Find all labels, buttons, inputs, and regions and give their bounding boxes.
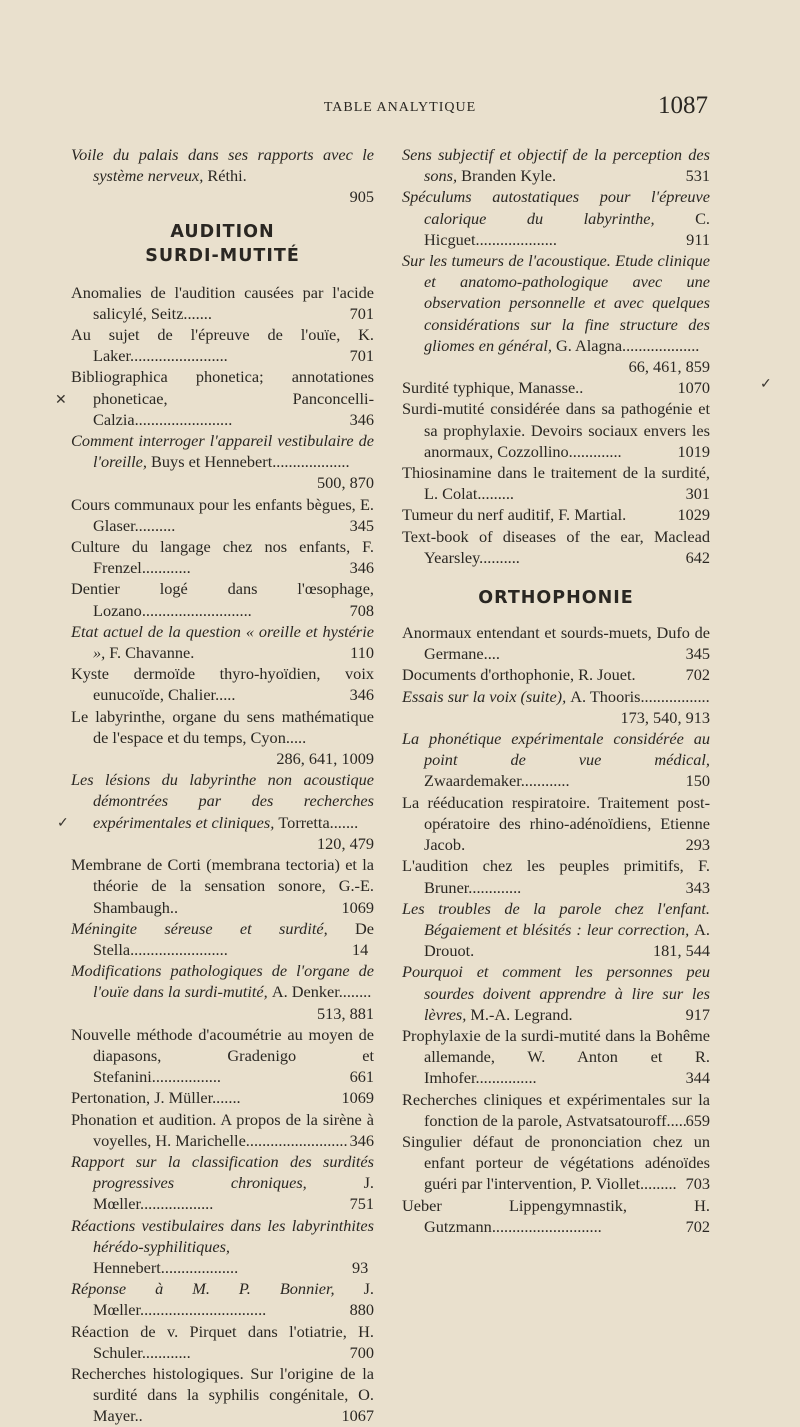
index-entry [402, 462, 710, 504]
index-entry [402, 622, 710, 664]
index-entry [402, 250, 710, 377]
index-entry [71, 1363, 374, 1427]
entry-pages: 751 [349, 1194, 374, 1214]
index-entry [71, 1109, 374, 1151]
entry-text: A. Denker........ [271, 982, 372, 1002]
entry-pages: 286, 641, 1009 [276, 749, 374, 769]
index-entry [71, 1278, 374, 1320]
index-entry [71, 663, 374, 705]
index-entry [402, 792, 710, 856]
index-entry [402, 1131, 710, 1195]
entry-pages: 1069 [341, 897, 374, 917]
section-title-audition: AUDITION SURDI-MUTITÉ [145, 221, 300, 266]
entry-pages: 661 [349, 1067, 374, 1087]
entry-pages: 642 [685, 547, 710, 567]
entry-text: Recherches histologiques. Sur l'origine de la surdité dans la syphilis congénitale, O. Mayer.. [71, 1363, 374, 1426]
left-column [71, 144, 374, 1427]
entry-pages: 343 [685, 877, 710, 897]
entry-text: Membrane de Corti (membrana tectoria) et la théorie de la sensation sonore, G.-E. Shambaugh.. [71, 855, 374, 917]
index-entry [402, 686, 710, 728]
entry-text: Réaction de v. Pirquet dans l'otiatrie, H. Schuler............ [71, 1321, 374, 1362]
index-entry [71, 1321, 374, 1363]
index-entry [71, 960, 374, 1024]
entry-text: M.-A. Legrand. [470, 1004, 573, 1024]
entry-pages: 880 [349, 1300, 374, 1320]
entry-pages: 702 [685, 665, 710, 685]
entry-title: Méningite séreuse et surdité, [71, 918, 356, 938]
entry-title: Comment interroger l'appareil vestibulaire de l'oreille, [71, 431, 374, 472]
entry-text: Surdi-mutité considérée dans sa pathogénie et sa prophylaxie. Devoirs sociaux envers les anormaux, Cozzollino............. [402, 399, 710, 461]
running-header: TABLE ANALYTIQUE [323, 100, 477, 115]
entry-text: Anormaux entendant et sourds-muets, Dufo de Germane.... [402, 623, 710, 664]
index-entry [402, 664, 710, 685]
index-entry [402, 377, 710, 398]
entry-text: J. Mœller.................. [93, 1173, 374, 1214]
entry-title: Etat actuel de la question « oreille et hystérie », [71, 621, 374, 663]
entry-text: Bibliographica phonetica; annotationes phoneticae, Panconcelli-Calzia........................ [71, 367, 374, 429]
entry-pages: 181, 544 [653, 941, 710, 961]
entry-title: Réactions vestibulaires dans les labyrinthites hérédo-syphilitiques, [71, 1215, 374, 1256]
entry-title: Les lésions du labyrinthe non acoustique démontrées par des recherches expérimentales et cliniques, [71, 770, 374, 832]
entry-text: De Stella........................ [93, 918, 374, 959]
right-column [402, 144, 710, 1237]
entry-pages: 346 [349, 558, 374, 578]
entry-title: La phonétique expérimentale considérée au point de vue médical, [402, 729, 710, 770]
index-entry [402, 1025, 710, 1089]
index-entry [402, 144, 710, 186]
entry-pages: 911 [686, 229, 710, 249]
entry-pages: 346 [349, 685, 374, 705]
entry-pages: 173, 540, 913 [620, 707, 710, 727]
index-entry [71, 430, 374, 494]
index-entry [402, 1195, 710, 1237]
entry-pages: 301 [685, 484, 710, 504]
entry-pages: 1019 [677, 441, 710, 461]
entry-text: Torretta....... [278, 812, 359, 832]
index-entry: Méningite séreuse et surdité, De Stella........................ 14 [71, 918, 374, 959]
entry-text: Au sujet de l'épreuve de l'ouïe, K. Laker........................ [71, 325, 374, 366]
entry-pages: 500, 870 [317, 473, 374, 493]
entry-title: Voile du palais dans ses rapports avec le système nerveux, [71, 145, 374, 186]
index-entry [71, 578, 374, 620]
entry-pages: 150 [685, 771, 710, 791]
entry-text: J. Mœller............................... [93, 1279, 374, 1320]
entry-text: La rééducation respiratoire. Traitement post-opératoire des rhino-adénoïdiens, Etienne Jacob. [402, 792, 710, 855]
entry-list [71, 282, 374, 1427]
entry-pages: 917 [685, 1004, 710, 1024]
entry-pages: 345 [349, 515, 374, 535]
entry-text: Buys et Hennebert................... [151, 452, 350, 472]
entry-pages: 346 [349, 409, 374, 429]
entry-title: Modifications pathologiques de l'organe de l'ouïe dans la surdi-mutité, [71, 961, 374, 1002]
entry-title: Sens subjectif et objectif de la perception des sons, [402, 145, 710, 186]
index-entry [402, 961, 710, 1025]
entry-pages: 701 [349, 346, 374, 366]
entry-text: Surdité typhique, Manasse.. [402, 378, 584, 398]
entry-text: Culture du langage chez nos enfants, F. Frenzel............ [71, 537, 374, 578]
entry-text: Hennebert................... [93, 1257, 239, 1277]
entry-title: Les troubles de la parole chez l'enfant. Bégaiement et blésités : leur correction, [402, 898, 710, 939]
index-entry [71, 621, 374, 663]
index-entry [402, 526, 710, 568]
entry-text: Text-book of diseases of the ear, Maclead Yearsley.......... [402, 526, 710, 567]
entry-pages: 120, 479 [317, 833, 374, 853]
index-entry [71, 769, 374, 854]
entry-text: Branden Kyle. [461, 166, 557, 186]
entry-author: Réthi. [203, 166, 247, 186]
entry-text: Documents d'orthophonie, R. Jouet. [402, 665, 636, 685]
index-entry [71, 366, 374, 430]
entry-pages: 701 [349, 303, 374, 323]
index-entry [71, 324, 374, 366]
entry-pages: 700 [349, 1342, 374, 1362]
index-entry [402, 186, 710, 250]
entry-text: C. Hicguet.................... [424, 208, 710, 249]
entry-title: Rapport sur la classification des surdités progressives chroniques, [71, 1151, 374, 1193]
index-entry: Réactions vestibulaires dans les labyrinthites hérédo-syphilitiques, Hennebert................... 93 [71, 1215, 374, 1277]
entry-title: Essais sur la voix (suite), [402, 686, 571, 706]
index-entry [402, 855, 710, 897]
entry-title: Réponse à M. P. Bonnier, [71, 1279, 364, 1299]
index-entry [71, 536, 374, 578]
entry-pages: 513, 881 [317, 1003, 374, 1023]
entry-text: A. Drouot. [424, 919, 710, 961]
entry-text: Anomalies de l'audition causées par l'acide salicylé, Seitz....... [71, 282, 374, 323]
entry-pages: 345 [685, 644, 710, 664]
entry-text: Cours communaux pour les enfants bègues, E. Glaser.......... [71, 494, 374, 535]
index-entry [71, 282, 374, 324]
entry-pages: 293 [685, 835, 710, 855]
index-entry [71, 144, 374, 208]
entry-text: L'audition chez les peuples primitifs, F. Bruner............. [402, 856, 710, 897]
entry-pages: 702 [685, 1216, 710, 1236]
entry-pages: 66, 461, 859 [628, 357, 710, 377]
index-entry [71, 1087, 374, 1108]
index-entry [71, 1024, 374, 1088]
entry-pages: 708 [349, 600, 374, 620]
page-number: 1087 [658, 92, 708, 119]
entry-text: Dentier logé dans l'œsophage, Lozano........................... [71, 579, 374, 620]
entry-list [402, 144, 710, 568]
entry-pages: 344 [685, 1068, 710, 1088]
entry-text: Recherches cliniques et expérimentales sur la fonction de la parole, Astvatsatouroff..... [402, 1089, 710, 1130]
entry-pages: 1070 [677, 378, 710, 398]
entry-text: Thiosinamine dans le traitement de la surdité, L. Colat......... [402, 463, 710, 504]
entry-text: Phonation et audition. A propos de la sirène à voyelles, H. Marichelle......................... [71, 1109, 374, 1150]
index-entry [402, 504, 710, 525]
entry-title: Sur les tumeurs de l'acoustique. Etude clinique et anatomo-pathologique avec une observation personnelle et avec quelques considérations sur la fine structure des gliomes en général, [402, 251, 710, 355]
entry-pages: 1029 [677, 505, 710, 525]
section-title-orthophonie: ORTHOPHONIE [478, 588, 634, 609]
entry-title: Pourquoi et comment les personnes peu sourdes doivent apprendre à lire sur les lèvres, [402, 962, 710, 1024]
entry-list [402, 622, 710, 1237]
margin-mark: ✓ [57, 816, 69, 831]
entry-text: Singulier défaut de prononciation chez un enfant porteur de végétations adénoïdes guéri par l'intervention, P. Viollet......... [402, 1131, 710, 1194]
entry-pages: 1069 [341, 1088, 374, 1108]
index-entry [402, 1089, 710, 1131]
index-entry [71, 854, 374, 918]
index-entry [402, 898, 710, 962]
margin-mark: ✓ [760, 377, 772, 392]
entry-text: Le labyrinthe, organe du sens mathématique de l'espace et du temps, Cyon..... [71, 706, 374, 747]
entry-title: Spéculums autostatiques pour l'épreuve calorique du labyrinthe, [402, 187, 710, 228]
entry-pages: 659 [685, 1110, 710, 1130]
index-entry [402, 728, 710, 792]
entry-pages: 110 [350, 643, 374, 663]
entry-pages: 531 [685, 166, 710, 186]
entry-text: Kyste dermoïde thyro-hyoïdien, voix eunucoïde, Chalier..... [71, 664, 374, 705]
entry-pages: 703 [685, 1174, 710, 1194]
entry-text: F. Chavanne. [109, 643, 195, 663]
entry-text: G. Alagna................... [556, 335, 700, 355]
entry-pages: 346 [349, 1130, 374, 1150]
index-entry [71, 494, 374, 536]
entry-text: A. Thooris................. [570, 686, 710, 706]
index-entry [402, 398, 710, 462]
entry-text: Ueber Lippengymnastik, H. Gutzmann........................... [402, 1195, 710, 1236]
index-entry [71, 706, 374, 770]
entry-text: Prophylaxie de la surdi-mutité dans la Bohême allemande, W. Anton et R. Imhofer............... [402, 1025, 710, 1088]
entry-pages: 905 [349, 187, 374, 207]
entry-text: Pertonation, J. Müller....... [71, 1088, 241, 1108]
entry-pages: 1067 [341, 1406, 374, 1426]
index-entry [71, 1151, 374, 1215]
margin-mark: ✕ [55, 393, 67, 408]
entry-text: Nouvelle méthode d'acoumétrie au moyen de diapasons, Gradenigo et Stefanini................. [71, 1024, 374, 1087]
entry-text: Tumeur du nerf auditif, F. Martial. [402, 505, 627, 525]
entry-text: Zwaardemaker............ [424, 771, 570, 791]
